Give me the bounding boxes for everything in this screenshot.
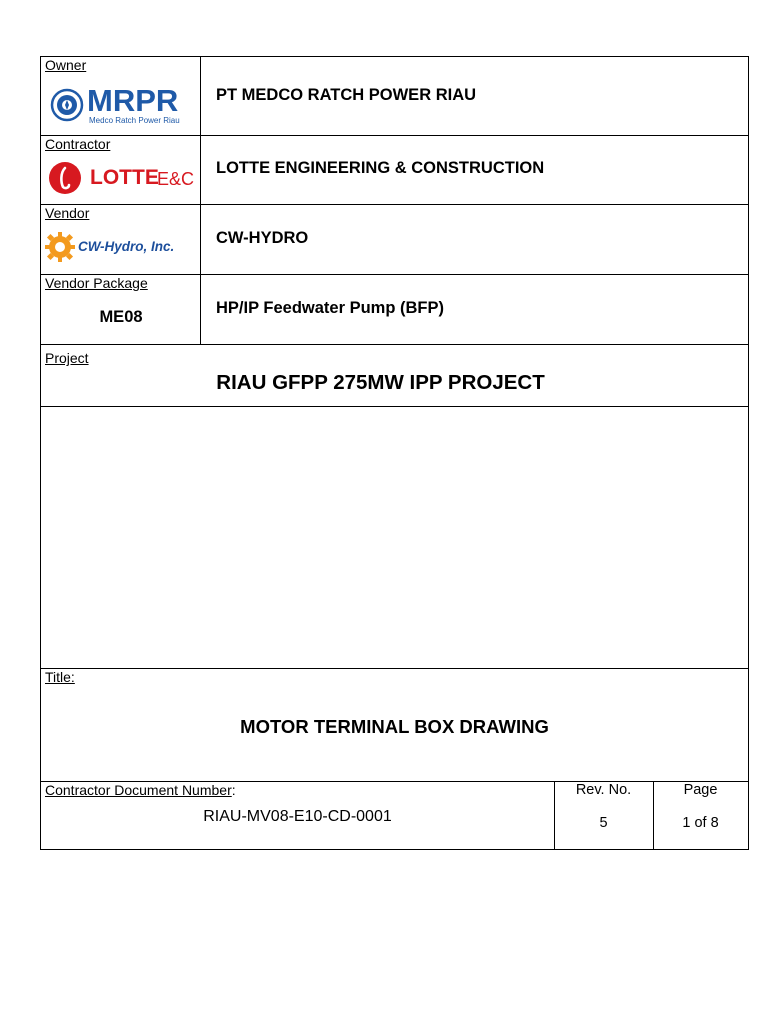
owner-label: Owner: [45, 57, 87, 73]
document-number-row: [41, 782, 748, 849]
contractor-cell: [41, 136, 201, 204]
rev-label: Rev. No.: [575, 782, 632, 798]
vendor-label: Vendor: [45, 205, 90, 221]
cwhydro-logo: [44, 231, 199, 263]
vendor-package-code: ME08: [99, 308, 143, 326]
cwhydro-gear-icon: [44, 231, 76, 263]
document-number: RIAU-MV08-E10-CD-0001: [203, 808, 392, 825]
lotte-logo-text: LOTTE: [90, 166, 159, 189]
contractor-label: Contractor: [45, 136, 111, 152]
lotte-logo: [48, 161, 200, 195]
title-block: [40, 56, 749, 850]
document-number-label-colon: :: [231, 782, 236, 798]
vendor-cell: [41, 205, 201, 274]
title-label: Title:: [45, 669, 75, 685]
project-name: RIAU GFPP 275MW IPP PROJECT: [216, 371, 545, 394]
contractor-name: LOTTE ENGINEERING & CONSTRUCTION: [216, 159, 545, 177]
vendor-package-label: Vendor Package: [45, 275, 148, 291]
owner-cell: [41, 57, 201, 135]
vendor-package-name: HP/IP Feedwater Pump (BFP): [216, 299, 444, 317]
lotte-logo-icon: [48, 161, 82, 195]
mrpr-logo-text: MRPR: [87, 83, 179, 118]
mrpr-logo-subtext: Medco Ratch Power Riau: [89, 116, 180, 125]
page-value: 1 of 8: [682, 815, 719, 831]
owner-row: [41, 57, 748, 136]
page-label: Page: [683, 782, 718, 798]
project-label: Project: [45, 350, 89, 366]
project-row: [41, 345, 748, 407]
vendor-package-cell: [41, 275, 201, 344]
lotte-logo-suffix: E&C: [157, 169, 195, 189]
document-title: MOTOR TERMINAL BOX DRAWING: [240, 716, 549, 737]
mrpr-logo: [49, 83, 189, 127]
document-number-label: [45, 782, 236, 798]
vendor-package-row: [41, 275, 748, 345]
blank-area: [41, 407, 748, 669]
document-number-label-text: Contractor Document Number: [45, 782, 232, 798]
vendor-row: [41, 205, 748, 275]
contractor-row: [41, 136, 748, 205]
owner-name: PT MEDCO RATCH POWER RIAU: [216, 86, 477, 104]
vendor-name: CW-HYDRO: [216, 229, 309, 247]
title-row: [41, 669, 748, 782]
cwhydro-logo-text: CW-Hydro, Inc.: [78, 239, 175, 254]
rev-value: 5: [599, 815, 608, 831]
